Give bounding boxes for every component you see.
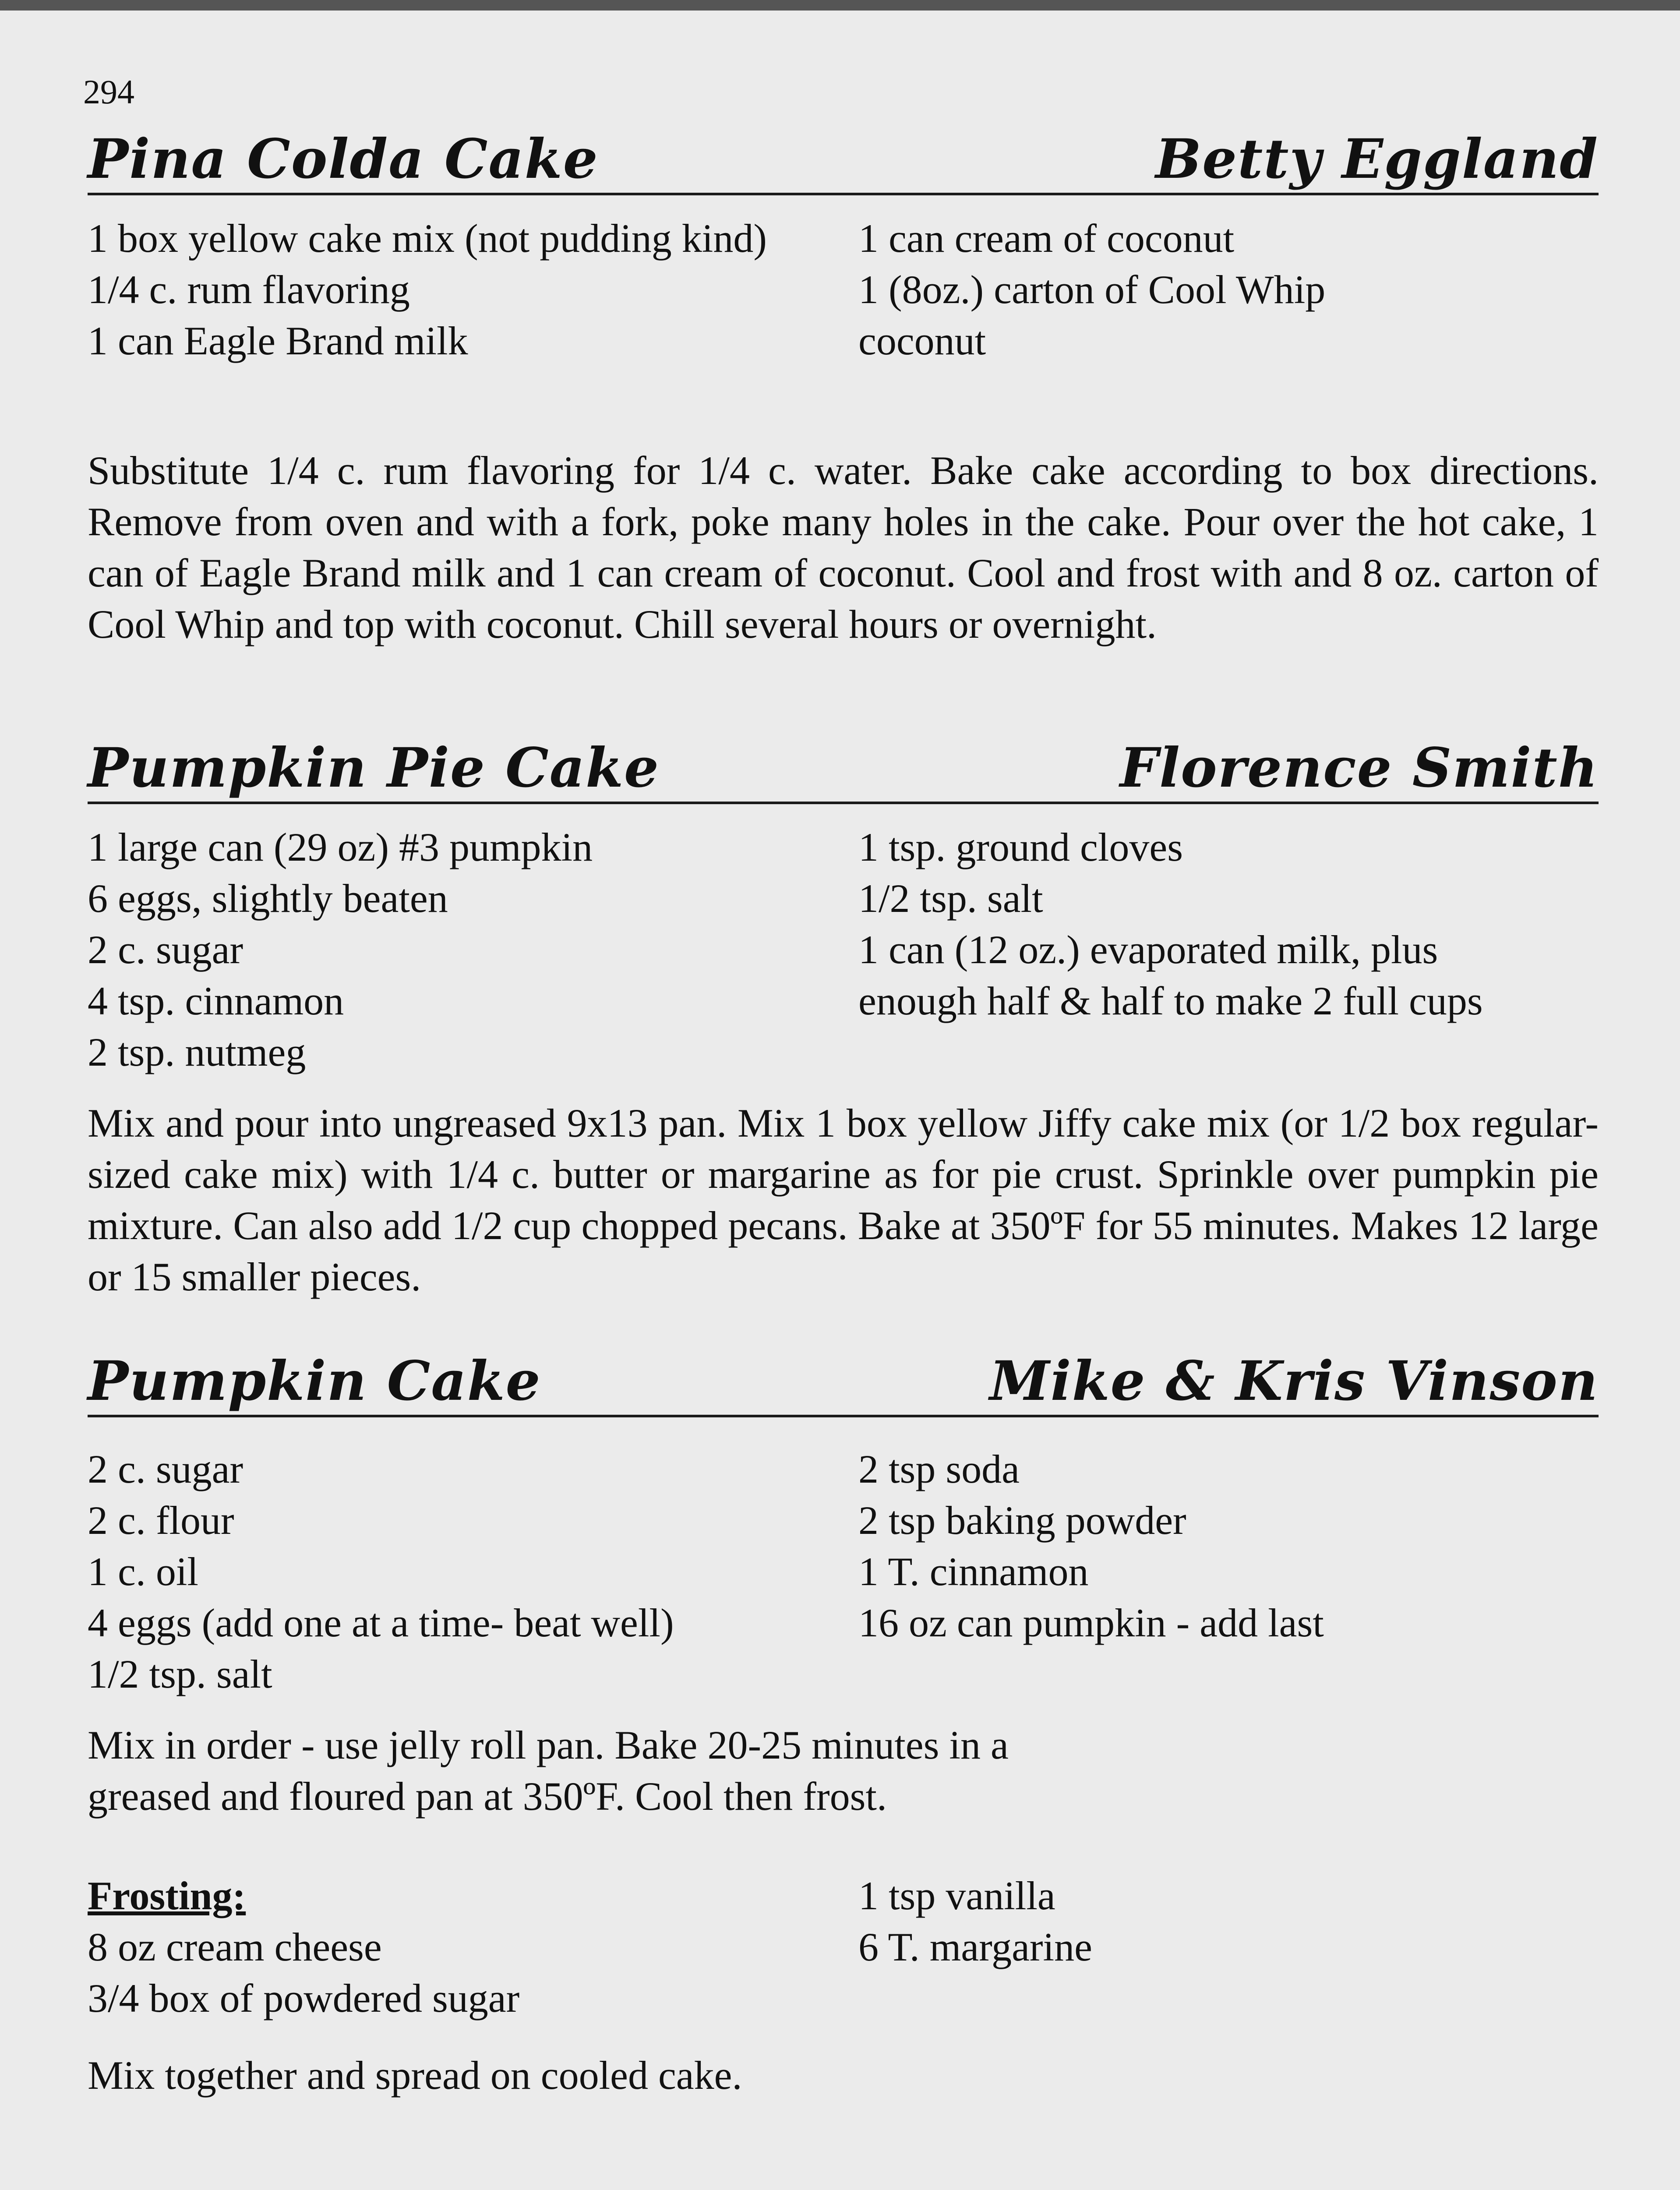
recipe-directions: Mix and pour into ungreased 9x13 pan. Mix 1 box yellow Jiffy cake mix (or 1/2 box regular-sized cake mix) with 1/4 c. butter or margarine as for pie crust. Sprinkle over pumpkin pie mixture. Can also add 1/2 cup chopped pecans. Bake at 350ºF for 55 minutes. Makes 12 large or 15 smaller pieces. — [88, 1101, 1599, 1299]
ingredient: 1/2 tsp. salt — [88, 1652, 272, 1696]
ingredients-right — [858, 213, 1577, 367]
recipe-directions: Substitute 1/4 c. rum flavoring for 1/4 c. water. Bake cake according to box directions. Remove from oven and with a fork, poke many holes in the cake. Pour over the hot cake, 1 can of Eagle Brand milk and 1 can cream of coconut. Cool and frost with and 8 oz. carton of Cool Whip and top with coconut. Chill several hours or overnight. — [88, 448, 1599, 646]
ingredient: 1 box yellow cake mix (not pudding kind) — [88, 216, 767, 261]
ingredient: 4 eggs (add one at a time- beat well) — [88, 1600, 674, 1645]
ingredient: 1 can Eagle Brand milk — [88, 318, 468, 363]
ingredients-right — [858, 1444, 1577, 1649]
top-edge — [0, 0, 1680, 11]
ingredient: 2 tsp. nutmeg — [88, 1030, 306, 1074]
ingredient: 2 c. sugar — [88, 927, 244, 972]
ingredients-left — [88, 1444, 806, 1700]
recipe-title: Pumpkin Cake — [88, 1349, 541, 1413]
recipe-pina-colada-cake — [88, 110, 1599, 650]
frosting-left — [88, 1870, 806, 2024]
frosting-right — [858, 1870, 1577, 1973]
ingredient: 2 tsp soda — [858, 1447, 1020, 1491]
recipe-author: Betty Eggland — [1155, 127, 1599, 191]
ingredient: 4 tsp. cinnamon — [88, 978, 344, 1023]
recipe-title: Pumpkin Pie Cake — [88, 736, 660, 800]
recipe-directions: Mix in order - use jelly roll pan. Bake 20-25 minutes in a greased and floured pan at 350ºF. Cool then frost. — [88, 1723, 1009, 1819]
ingredient: 1 c. oil — [88, 1549, 198, 1594]
ingredients-left — [88, 822, 806, 1078]
ingredients — [88, 822, 1599, 1080]
recipe-header — [88, 718, 1599, 804]
ingredient: 1 can (12 oz.) evaporated milk, plus — [858, 927, 1438, 972]
frosting-directions: Mix together and spread on cooled cake. — [88, 2053, 742, 2098]
ingredient: enough half & half to make 2 full cups — [858, 978, 1483, 1023]
ingredient: 1 (8oz.) carton of Cool Whip — [858, 267, 1326, 312]
frosting — [88, 1870, 1599, 2028]
ingredient: 8 oz cream cheese — [88, 1925, 382, 1969]
ingredient: 2 c. sugar — [88, 1447, 244, 1491]
recipe-header — [88, 110, 1599, 195]
ingredient: 3/4 box of powdered sugar — [88, 1976, 520, 2020]
ingredient: 1 T. cinnamon — [858, 1549, 1089, 1594]
frosting-label: Frosting: — [88, 1873, 246, 1918]
recipe-pumpkin-cake — [88, 1332, 1599, 2101]
ingredient: 6 eggs, slightly beaten — [88, 876, 448, 921]
ingredient: 1 large can (29 oz) #3 pumpkin — [88, 825, 593, 869]
recipe-author: Mike & Kris Vinson — [989, 1349, 1599, 1413]
ingredient: 1 tsp vanilla — [858, 1873, 1055, 1918]
ingredient: 1/2 tsp. salt — [858, 876, 1043, 921]
ingredients-left — [88, 213, 806, 367]
ingredients — [88, 1444, 1599, 1702]
ingredient: 16 oz can pumpkin - add last — [858, 1600, 1324, 1645]
recipe-author: Florence Smith — [1119, 736, 1599, 800]
recipe-header — [88, 1332, 1599, 1417]
page-number: 294 — [83, 73, 134, 111]
ingredient: 2 tsp baking powder — [858, 1498, 1186, 1543]
ingredients — [88, 213, 1599, 423]
recipe-pumpkin-pie-cake — [88, 718, 1599, 1303]
ingredients-right — [858, 822, 1577, 1027]
ingredient: coconut — [858, 318, 986, 363]
recipe-title: Pina Colda Cake — [88, 127, 599, 191]
ingredient: 1 can cream of coconut — [858, 216, 1235, 261]
ingredient: 6 T. margarine — [858, 1925, 1092, 1969]
ingredient: 2 c. flour — [88, 1498, 234, 1543]
ingredient: 1/4 c. rum flavoring — [88, 267, 410, 312]
ingredient: 1 tsp. ground cloves — [858, 825, 1183, 869]
